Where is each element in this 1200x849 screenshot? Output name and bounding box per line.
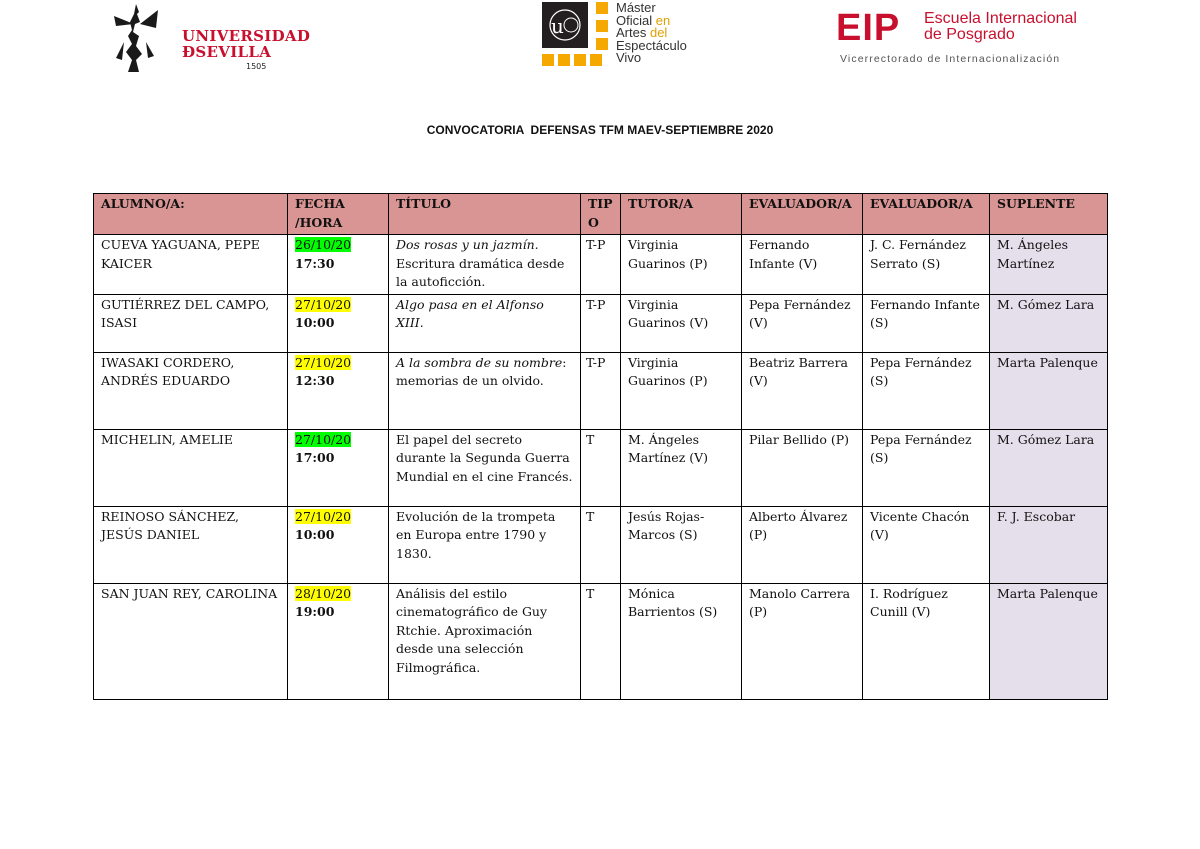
cell-tutor: Virginia Guarinos (P) xyxy=(621,352,742,429)
maev-line2: Oficial xyxy=(616,12,653,28)
cell-tipo: T-P xyxy=(581,235,621,295)
header-tipo: TIPO xyxy=(581,194,621,235)
maev-square xyxy=(596,2,608,14)
cell-hora: 17:00 xyxy=(295,450,335,465)
cell-tipo: T xyxy=(581,506,621,583)
cell-titulo-italic: Algo pasa en el Alfonso XIII. xyxy=(396,296,544,330)
cell-fecha-hora xyxy=(288,429,389,506)
universidad-sevilla-logo xyxy=(100,2,311,74)
header-evaluador-2: EVALUADOR/A xyxy=(863,194,990,235)
cell-titulo xyxy=(389,352,581,429)
cell-fecha: 28/10/20 xyxy=(295,585,352,601)
svg-text:u: u xyxy=(551,14,564,38)
header-fecha: FECHA /HORA xyxy=(288,194,389,235)
cell-tipo: T xyxy=(581,583,621,699)
eip-subtitle: Vicerrectorado de Internacionalización xyxy=(840,53,1061,65)
cell-fecha: 27/10/20 xyxy=(295,296,352,312)
cell-fecha-hora xyxy=(288,583,389,699)
cell-tutor: M. Ángeles Martínez (V) xyxy=(621,429,742,506)
giralda-angel-icon xyxy=(106,2,166,74)
table-row xyxy=(94,506,1108,583)
cell-tutor: Jesús Rojas-Marcos (S) xyxy=(621,506,742,583)
us-year: 1505 xyxy=(246,62,267,71)
header-titulo: TÍTULO xyxy=(389,194,581,235)
maev-square xyxy=(590,54,602,66)
cell-evaluador-1: Beatriz Barrera (V) xyxy=(742,352,863,429)
table-row xyxy=(94,352,1108,429)
eip-mark: EIP xyxy=(836,7,901,49)
cell-tutor: Mónica Barrientos (S) xyxy=(621,583,742,699)
cell-evaluador-2: I. Rodríguez Cunill (V) xyxy=(863,583,990,699)
document-title: CONVOCATORIA DEFENSAS TFM MAEV-SEPTIEMBRE 2020 xyxy=(426,123,774,137)
cell-titulo-text: Escritura dramática desde la autoficción. xyxy=(396,255,565,289)
maev-square xyxy=(542,54,554,66)
cell-titulo-text: El papel del secreto durante la Segunda Guerra Mundial en el cine Francés. xyxy=(396,431,573,484)
cell-fecha-hora xyxy=(288,352,389,429)
cell-suplente: Marta Palenque xyxy=(990,583,1108,699)
cell-titulo xyxy=(389,294,581,352)
cell-tipo: T-P xyxy=(581,352,621,429)
cell-evaluador-1: Alberto Álvarez (P) xyxy=(742,506,863,583)
cell-alumno: GUTIÉRREZ DEL CAMPO, ISASI xyxy=(94,294,288,352)
maev-square xyxy=(596,20,608,32)
defense-schedule-table xyxy=(93,193,1108,700)
cell-hora: 10:00 xyxy=(295,315,335,330)
cell-titulo-text: Análisis del estilo cinematográfico de Guy Rtchie. Aproximación desde una selección Filmográfica. xyxy=(396,585,548,675)
cell-tipo: T-P xyxy=(581,294,621,352)
cell-tutor: Virginia Guarinos (V) xyxy=(621,294,742,352)
eip-name-line1: Escuela Internacional xyxy=(924,10,1077,27)
cell-fecha: 27/10/20 xyxy=(295,508,352,524)
maev-line3b: del xyxy=(649,25,668,40)
eip-name-line2: de Posgrado xyxy=(924,26,1015,43)
cell-evaluador-2: Pepa Fernández (S) xyxy=(863,352,990,429)
cell-titulo xyxy=(389,583,581,699)
cell-titulo xyxy=(389,506,581,583)
cell-alumno: REINOSO SÁNCHEZ, JESÚS DANIEL xyxy=(94,506,288,583)
cell-suplente: M. Gómez Lara xyxy=(990,294,1108,352)
maev-line2b: en xyxy=(655,12,671,28)
cell-hora: 12:30 xyxy=(295,373,335,388)
cell-alumno: SAN JUAN REY, CAROLINA xyxy=(94,583,288,699)
header-tutor: TUTOR/A xyxy=(621,194,742,235)
maev-square xyxy=(574,54,586,66)
cell-titulo-italic: Dos rosas y un jazmín. xyxy=(396,237,539,252)
table-row xyxy=(94,583,1108,699)
cell-fecha-hora xyxy=(288,235,389,295)
maev-square xyxy=(596,38,608,50)
cell-titulo-italic: A la sombra de su nombre xyxy=(396,354,563,370)
cell-titulo-text: Evolución de la trompeta en Europa entre 1790 y 1830. xyxy=(396,508,556,561)
cell-alumno: MICHELIN, AMELIE xyxy=(94,429,288,506)
cell-evaluador-1: Manolo Carrera (P) xyxy=(742,583,863,699)
cell-suplente: M. Ángeles Martínez xyxy=(990,235,1108,295)
cell-suplente: M. Gómez Lara xyxy=(990,429,1108,506)
cell-evaluador-2: Pepa Fernández (S) xyxy=(863,429,990,506)
cell-titulo-text: : memorias de un olvido. xyxy=(396,354,567,388)
maev-wordmark xyxy=(616,2,687,65)
us-wordmark xyxy=(182,28,310,60)
eip-logo xyxy=(836,8,1098,66)
cell-fecha-hora xyxy=(288,506,389,583)
us-line2: ÐSEVILLA xyxy=(182,43,272,61)
maev-line1: Máster xyxy=(616,0,656,15)
cell-evaluador-2: J. C. Fernández Serrato (S) xyxy=(863,235,990,295)
cell-fecha-hora xyxy=(288,294,389,352)
cell-alumno: CUEVA YAGUANA, PEPE KAICER xyxy=(94,235,288,295)
maev-square xyxy=(558,54,570,66)
cell-hora: 19:00 xyxy=(295,604,335,619)
header-alumno: ALUMNO/A: xyxy=(94,194,288,235)
cell-evaluador-2: Vicente Chacón (V) xyxy=(863,506,990,583)
eip-name xyxy=(924,11,1077,43)
cell-tipo: T xyxy=(581,429,621,506)
cell-suplente: Marta Palenque xyxy=(990,352,1108,429)
table-row xyxy=(94,294,1108,352)
maev-line3: Artes xyxy=(616,25,647,40)
cell-hora: 10:00 xyxy=(295,527,335,542)
cell-evaluador-1: Fernando Infante (V) xyxy=(742,235,863,295)
cell-titulo xyxy=(389,235,581,295)
maev-line5: Vivo xyxy=(616,50,642,65)
us-line1: UNIVERSIDAD xyxy=(182,27,311,45)
maev-logo xyxy=(542,2,702,70)
cell-evaluador-1: Pepa Fernández (V) xyxy=(742,294,863,352)
cell-alumno: IWASAKI CORDERO, ANDRÉS EDUARDO xyxy=(94,352,288,429)
table-row xyxy=(94,235,1108,295)
maev-line4: Espectáculo xyxy=(616,37,687,53)
cell-evaluador-2: Fernando Infante (S) xyxy=(863,294,990,352)
header-evaluador-1: EVALUADOR/A xyxy=(742,194,863,235)
cell-hora: 17:30 xyxy=(295,255,335,271)
cell-fecha: 27/10/20 xyxy=(295,354,352,370)
cell-fecha: 26/10/20 xyxy=(295,237,352,252)
cell-tutor: Virginia Guarinos (P) xyxy=(621,235,742,295)
maev-seal-box xyxy=(542,2,588,48)
cell-evaluador-1: Pilar Bellido (P) xyxy=(742,429,863,506)
header-suplente: SUPLENTE xyxy=(990,194,1108,235)
cell-fecha: 27/10/20 xyxy=(295,431,352,447)
cell-suplente: F. J. Escobar xyxy=(990,506,1108,583)
table-row xyxy=(94,429,1108,506)
cell-titulo xyxy=(389,429,581,506)
table-header-row xyxy=(94,194,1108,235)
university-seal-icon xyxy=(546,8,584,42)
